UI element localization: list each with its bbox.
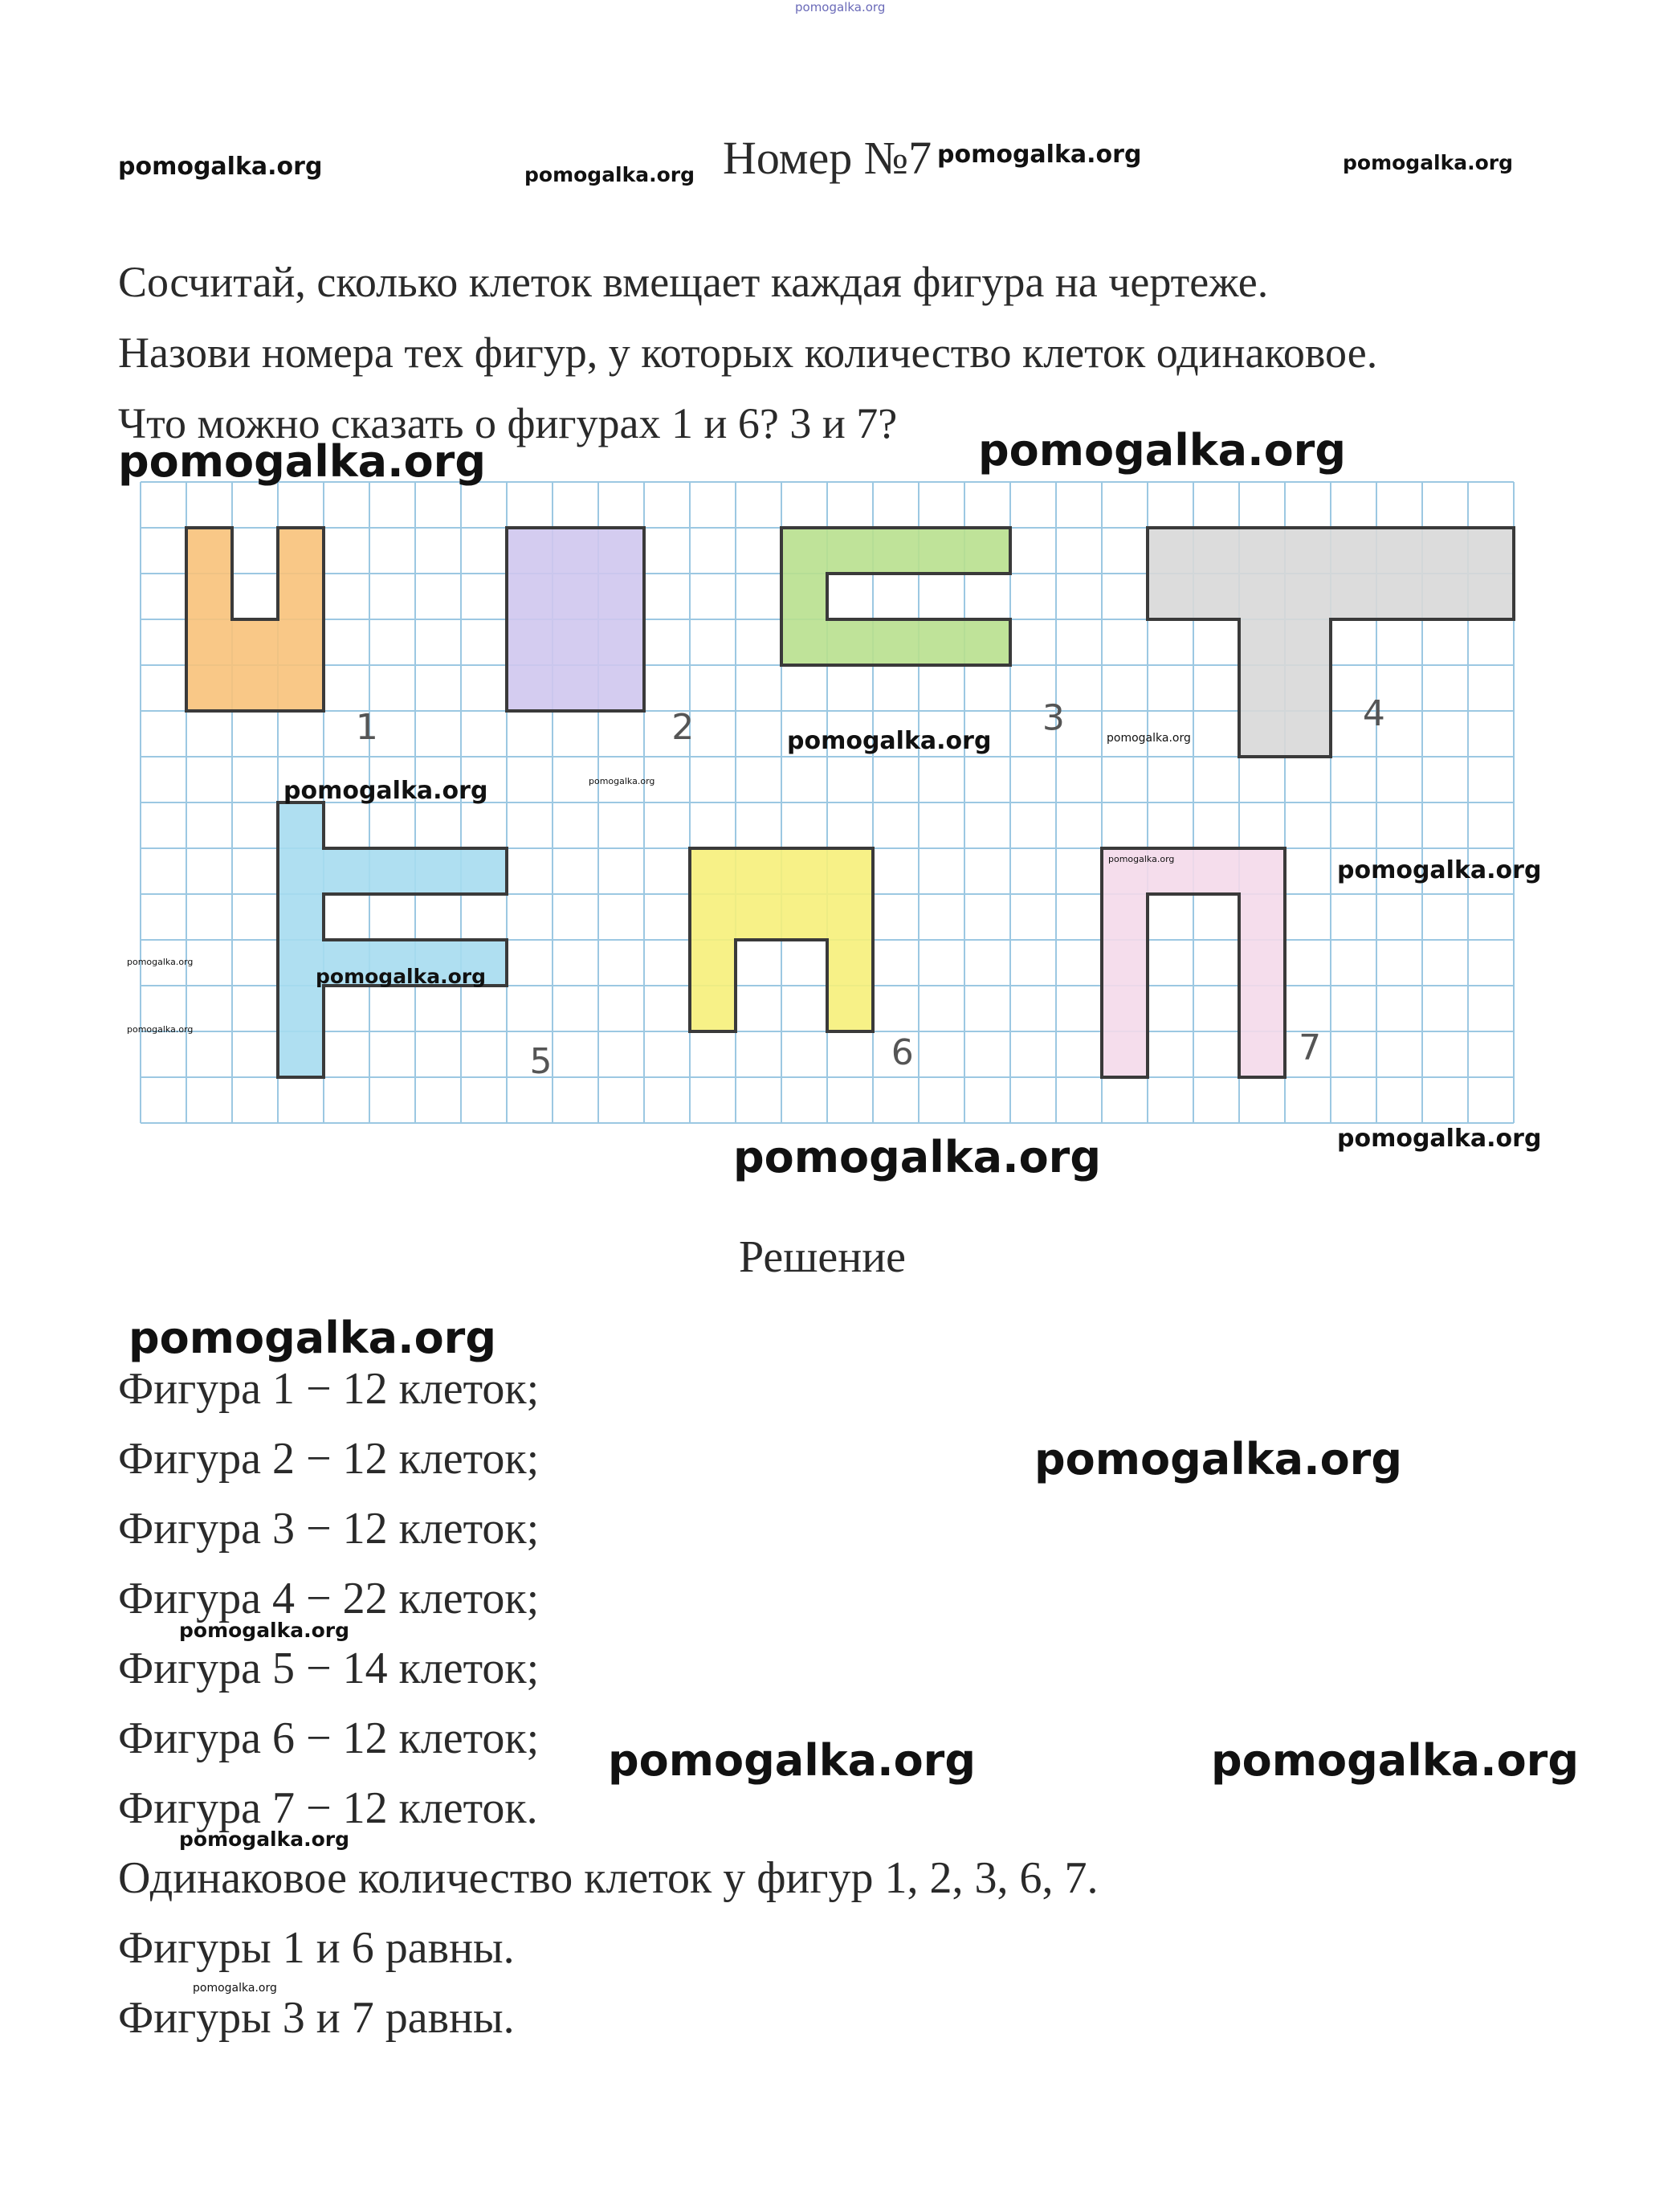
watermark: pomogalka.org [937,141,1142,169]
watermark: pomogalka.org [127,1024,194,1035]
watermark: pomogalka.org [1107,732,1191,745]
watermark: pomogalka.org [589,776,655,786]
watermark: pomogalka.org [179,1619,350,1642]
figure-label-2: 2 [671,707,695,749]
figure-label-3: 3 [1042,697,1065,739]
watermark: pomogalka.org [1337,856,1542,884]
solution-line: Фигуры 1 и 6 равны. [118,1923,515,1973]
watermark: pomogalka.org [787,727,992,755]
figure-label-5: 5 [529,1041,553,1083]
solution-line: Фигура 6 − 12 клеток; [118,1713,540,1763]
figure-2 [507,528,644,711]
figure-5 [278,802,507,1077]
watermark: pomogalka.org [1337,1125,1542,1153]
figure-1 [186,528,324,711]
solution-heading: Решение [739,1232,907,1282]
watermark: pomogalka.org [316,965,487,988]
solution-line: Одинаковое количество клеток у фигур 1, 2, 3, 6, 7. [118,1853,1099,1903]
figure-label-6: 6 [891,1031,914,1073]
watermark: pomogalka.org [193,1982,277,1995]
watermark: pomogalka.org [127,957,194,967]
solution-line: Фигура 3 − 12 клеток; [118,1504,540,1554]
watermark: pomogalka.org [118,436,486,487]
figure-label-1: 1 [355,707,378,749]
figure-label-4: 4 [1362,693,1385,734]
page-title: Номер №7 [723,132,932,184]
watermark: pomogalka.org [608,1735,976,1786]
watermark: pomogalka.org [1211,1735,1579,1786]
watermark: pomogalka.org [1343,151,1514,174]
grid-drawing [137,474,1566,1153]
watermark: pomogalka.org [733,1132,1101,1182]
watermark: pomogalka.org [179,1828,350,1851]
solution-line: Фигура 7 − 12 клеток. [118,1783,538,1833]
solution-line: Фигуры 3 и 7 равны. [118,1993,515,2043]
watermark: pomogalka.org [283,777,488,805]
solution-line: Фигура 1 − 12 клеток; [118,1364,540,1414]
solution-line: Фигура 5 − 14 клеток; [118,1644,540,1693]
task-line-3: Что можно сказать о фигурах 1 и 6? 3 и 7? [118,399,898,447]
watermark: pomogalka.org [128,1313,496,1363]
watermark: pomogalka.org [1034,1434,1402,1484]
watermark: pomogalka.org [795,0,886,14]
watermark: pomogalka.org [118,153,323,181]
solution-line: Фигура 4 − 22 клеток; [118,1574,540,1623]
watermark: pomogalka.org [524,163,695,186]
task-line-2: Назови номера тех фигур, у которых количество клеток одинаковое. [118,329,1378,377]
figure-3 [781,528,1010,665]
figure-4 [1148,528,1514,757]
watermark: pomogalka.org [978,425,1346,476]
task-line-1: Сосчитай, сколько клеток вмещает каждая фигура на чертеже. [118,258,1269,306]
watermark: pomogalka.org [1108,854,1175,864]
figure-label-7: 7 [1299,1027,1322,1069]
solution-line: Фигура 2 − 12 клеток; [118,1434,540,1484]
